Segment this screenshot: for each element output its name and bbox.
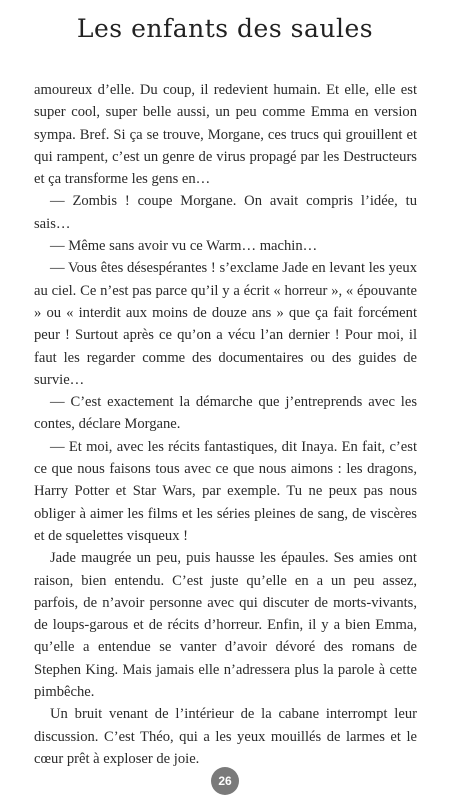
paragraph-1: amoureux d’elle. Du coup, il redevient humain. Et elle, elle est super cool, super belle aussi, un peu comme Emma en version sympa. Bref. Si ça se trouve, Morgane, ces trucs qui grouillent et qui rampent, c’est un genre de virus propagé par les Destructeurs et ça transforme les gens en… xyxy=(34,82,417,188)
paragraph-7: Jade maugrée un peu, puis hausse les épaules. Ses amies ont raison, bien entendu. C’est juste qu’elle en a un peu assez, parfois, de n’avoir personne avec qui discuter de morts-vivants, de loups-garous et de récits d’horreur. Enfin, il y a bien Emma, qu’elle a entendue se vanter d’avoir dévoré des romans de Stephen King. Mais jamais elle n’adressera plus la parole à cette pimbêche. xyxy=(34,550,417,701)
paragraph-5: — C’est exactement la démarche que j’entreprends avec les contes, déclare Morgane. xyxy=(34,394,417,433)
paragraph-3: — Même sans avoir vu ce Warm… machin… xyxy=(50,238,318,255)
paragraph-6: — Et moi, avec les récits fantastiques, dit Inaya. En fait, c’est ce que nous faisons tous avec ce que nous aimons : les dragons, Harry Potter et Star Wars, par exemple. Tu ne peux pas nous obliger à aimer les films et les séries pleines de sang, de viscères et de squelettes visqueux ! xyxy=(34,438,417,544)
page-number-badge: 26 xyxy=(211,767,239,795)
body-text xyxy=(34,79,417,770)
page-title: Les enfants des saules xyxy=(76,14,374,43)
paragraph-4: — Vous êtes désespérantes ! s’exclame Jade en levant les yeux au ciel. Ce n’est pas parce qu’il y a écrit « horreur », « épouvante » ou « interdit aux moins de douze ans » que ça fait forcément peur ! Surtout après ce qu’on a vécu l’an dernier ! Pour moi, il faut les regarder comme des documentaires ou des guides de survie… xyxy=(34,260,417,388)
paragraph-2: — Zombis ! coupe Morgane. On avait compris l’idée, tu sais… xyxy=(34,193,417,232)
paragraph-8: Un bruit venant de l’intérieur de la cabane interrompt leur discussion. C’est Théo, qui a les yeux mouillés de larmes et le cœur prêt à exploser de joie. xyxy=(34,706,417,767)
